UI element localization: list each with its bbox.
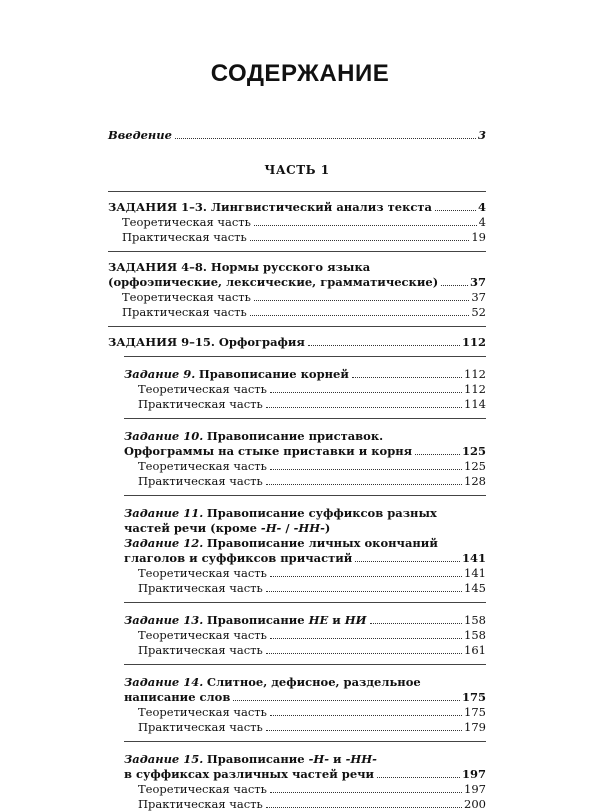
leader-dots	[270, 638, 462, 639]
toc-label-emph: НЕ	[308, 613, 329, 627]
leader-dots	[270, 576, 462, 577]
toc-label: Теоретическая часть	[122, 290, 251, 304]
toc-label: /	[281, 521, 294, 535]
table-of-contents	[108, 128, 486, 812]
toc-page: 179	[464, 720, 486, 734]
toc-label: ЗАДАНИЯ 9–15. Орфография	[108, 335, 305, 349]
toc-label: Практическая часть	[138, 797, 263, 811]
toc-page: 112	[464, 367, 486, 381]
toc-label: Практическая часть	[138, 397, 263, 411]
divider	[124, 741, 486, 742]
leader-dots	[415, 454, 460, 455]
toc-entry-sub[interactable]	[108, 290, 486, 305]
toc-page: 141	[461, 551, 486, 565]
divider	[124, 418, 486, 419]
leader-dots	[308, 345, 460, 346]
task-number: Задание 10.	[124, 429, 204, 443]
leader-dots	[233, 700, 460, 701]
toc-entry-sub[interactable]	[108, 230, 486, 245]
toc-entry-sub[interactable]	[108, 643, 486, 658]
toc-label: Правописание личных окончаний	[206, 536, 438, 550]
toc-entry-sub[interactable]	[108, 720, 486, 735]
divider	[124, 602, 486, 603]
toc-entry-section[interactable]	[108, 200, 486, 215]
toc-entry-task[interactable]	[108, 444, 486, 459]
toc-label: Слитное, дефисное, раздельное	[206, 675, 421, 689]
toc-page: 112	[461, 335, 486, 349]
task-number: Задание 12.	[124, 536, 204, 550]
task-number: Задание 11.	[124, 506, 204, 520]
section-9-15	[108, 335, 486, 350]
toc-page: 128	[464, 474, 486, 488]
toc-entry-task[interactable]	[108, 767, 486, 782]
toc-label: Практическая часть	[138, 474, 263, 488]
toc-entry-task[interactable]	[108, 551, 486, 566]
toc-entry-intro[interactable]	[108, 128, 486, 143]
toc-label: Теоретическая часть	[138, 459, 267, 473]
toc-label: Практическая часть	[122, 230, 247, 244]
leader-dots	[266, 591, 462, 592]
toc-page: 158	[464, 613, 486, 627]
leader-dots	[355, 561, 460, 562]
task-11-12	[108, 506, 486, 596]
divider	[108, 326, 486, 327]
toc-label: написание слов	[124, 690, 231, 704]
toc-entry-sub[interactable]	[108, 797, 486, 812]
toc-label: Правописание суффиксов разных	[206, 506, 437, 520]
toc-label: Теоретическая часть	[122, 215, 251, 229]
toc-entry-sub[interactable]	[108, 474, 486, 489]
toc-page: 175	[461, 690, 486, 704]
toc-label: Теоретическая часть	[138, 628, 267, 642]
toc-entry-task[interactable]	[108, 613, 486, 628]
toc-page: 37	[469, 275, 486, 289]
toc-page: 197	[464, 782, 486, 796]
leader-dots	[254, 300, 469, 301]
toc-page: 200	[464, 797, 486, 811]
leader-dots	[254, 225, 477, 226]
toc-page: 141	[464, 566, 486, 580]
toc-entry-sub[interactable]	[108, 782, 486, 797]
toc-page: 52	[471, 305, 486, 319]
leader-dots	[175, 138, 476, 139]
toc-entry-task[interactable]	[108, 429, 486, 444]
toc-label-emph: НИ	[344, 613, 367, 627]
toc-label: )	[324, 521, 331, 535]
toc-page: 175	[464, 705, 486, 719]
leader-dots	[266, 407, 462, 408]
leader-dots	[250, 240, 470, 241]
task-14	[108, 675, 486, 735]
divider	[124, 356, 486, 357]
part-heading: ЧАСТЬ 1	[264, 163, 330, 177]
toc-entry-task[interactable]	[108, 367, 486, 382]
leader-dots	[270, 792, 462, 793]
toc-label: Правописание	[206, 613, 309, 627]
toc-page: 4	[478, 215, 486, 229]
leader-dots	[266, 653, 462, 654]
toc-label[interactable]: ЗАДАНИЯ 4–8. Нормы русского языка	[108, 260, 371, 274]
toc-label: Практическая часть	[122, 305, 247, 319]
toc-entry-section[interactable]	[108, 275, 486, 290]
task-number: Задание 14.	[124, 675, 204, 689]
leader-dots	[266, 807, 462, 808]
toc-label: Практическая часть	[138, 581, 263, 595]
toc-label: частей речи (кроме	[124, 521, 261, 535]
toc-entry-task[interactable]	[108, 536, 486, 551]
section-4-8	[108, 260, 486, 320]
leader-dots	[266, 484, 462, 485]
leader-dots	[270, 469, 462, 470]
toc-label-emph: -Н-	[308, 752, 330, 766]
toc-label: Практическая часть	[138, 720, 263, 734]
task-number: Задание 15.	[124, 752, 204, 766]
divider	[108, 191, 486, 192]
toc-entry-sub[interactable]	[108, 705, 486, 720]
toc-page: 114	[464, 397, 486, 411]
leader-dots	[377, 777, 460, 778]
toc-label: Правописание приставок.	[206, 429, 384, 443]
toc-label: Теоретическая часть	[138, 566, 267, 580]
toc-entry-sub[interactable]	[108, 628, 486, 643]
toc-page: 161	[464, 643, 486, 657]
toc-entry-task[interactable]	[108, 752, 486, 767]
toc-entry-sub[interactable]	[108, 397, 486, 412]
leader-dots	[250, 315, 470, 316]
leader-dots	[370, 623, 463, 624]
toc-label: в суффиксах различных частей речи	[124, 767, 375, 781]
toc-page: 145	[464, 581, 486, 595]
toc-label: Правописание	[206, 752, 309, 766]
leader-dots	[441, 285, 468, 286]
toc-entry-sub[interactable]	[108, 459, 486, 474]
toc-entry-sub[interactable]	[108, 305, 486, 320]
toc-label: Правописание корней	[198, 367, 349, 381]
toc-entry-section[interactable]	[108, 335, 486, 350]
toc-page: 4	[477, 200, 486, 214]
toc-page: 3	[477, 128, 486, 142]
divider	[124, 495, 486, 496]
task-15	[108, 752, 486, 812]
toc-label: Орфограммы на стыке приставки и корня	[124, 444, 413, 458]
task-number: Задание 9.	[124, 367, 196, 381]
toc-entry-task[interactable]	[108, 690, 486, 705]
toc-label: Теоретическая часть	[138, 705, 267, 719]
toc-page: 112	[464, 382, 486, 396]
toc-label: (орфоэпические, лексические, грамматические)	[108, 275, 439, 289]
leader-dots	[352, 377, 462, 378]
task-number: Задание 13.	[124, 613, 204, 627]
toc-label: и	[328, 613, 345, 627]
toc-label: Практическая часть	[138, 643, 263, 657]
section-1-3	[108, 200, 486, 245]
toc-entry-sub[interactable]	[108, 215, 486, 230]
task-13	[108, 613, 486, 658]
toc-label: ЗАДАНИЯ 1–3. Лингвистический анализ текста	[108, 200, 432, 214]
toc-entry-task[interactable]	[108, 675, 486, 690]
leader-dots	[435, 210, 476, 211]
toc-entry-sub[interactable]	[108, 382, 486, 397]
divider	[124, 664, 486, 665]
toc-label: Теоретическая часть	[138, 782, 267, 796]
toc-page: 125	[464, 459, 486, 473]
divider	[108, 251, 486, 252]
toc-label: глаголов и суффиксов причастий	[124, 551, 353, 565]
toc-label-emph: -НН-	[345, 752, 377, 766]
toc-label-emph: -Н-	[260, 521, 282, 535]
toc-entry-task[interactable]	[108, 521, 486, 536]
toc-label-emph: -НН-	[293, 521, 325, 535]
toc-entry-sub[interactable]	[108, 581, 486, 596]
leader-dots	[270, 715, 462, 716]
task-10	[108, 429, 486, 489]
task-9	[108, 367, 486, 412]
toc-page: 197	[461, 767, 486, 781]
toc-entry-sub[interactable]	[108, 566, 486, 581]
toc-label: Теоретическая часть	[138, 382, 267, 396]
page-title: СОДЕРЖАНИЕ	[210, 60, 390, 87]
toc-label: и	[329, 752, 346, 766]
toc-entry-task[interactable]	[108, 506, 486, 521]
toc-page: 125	[461, 444, 486, 458]
leader-dots	[266, 730, 462, 731]
leader-dots	[270, 392, 462, 393]
toc-page: 19	[471, 230, 486, 244]
toc-page: 158	[464, 628, 486, 642]
toc-page: 37	[471, 290, 486, 304]
toc-label: Введение	[108, 128, 172, 142]
